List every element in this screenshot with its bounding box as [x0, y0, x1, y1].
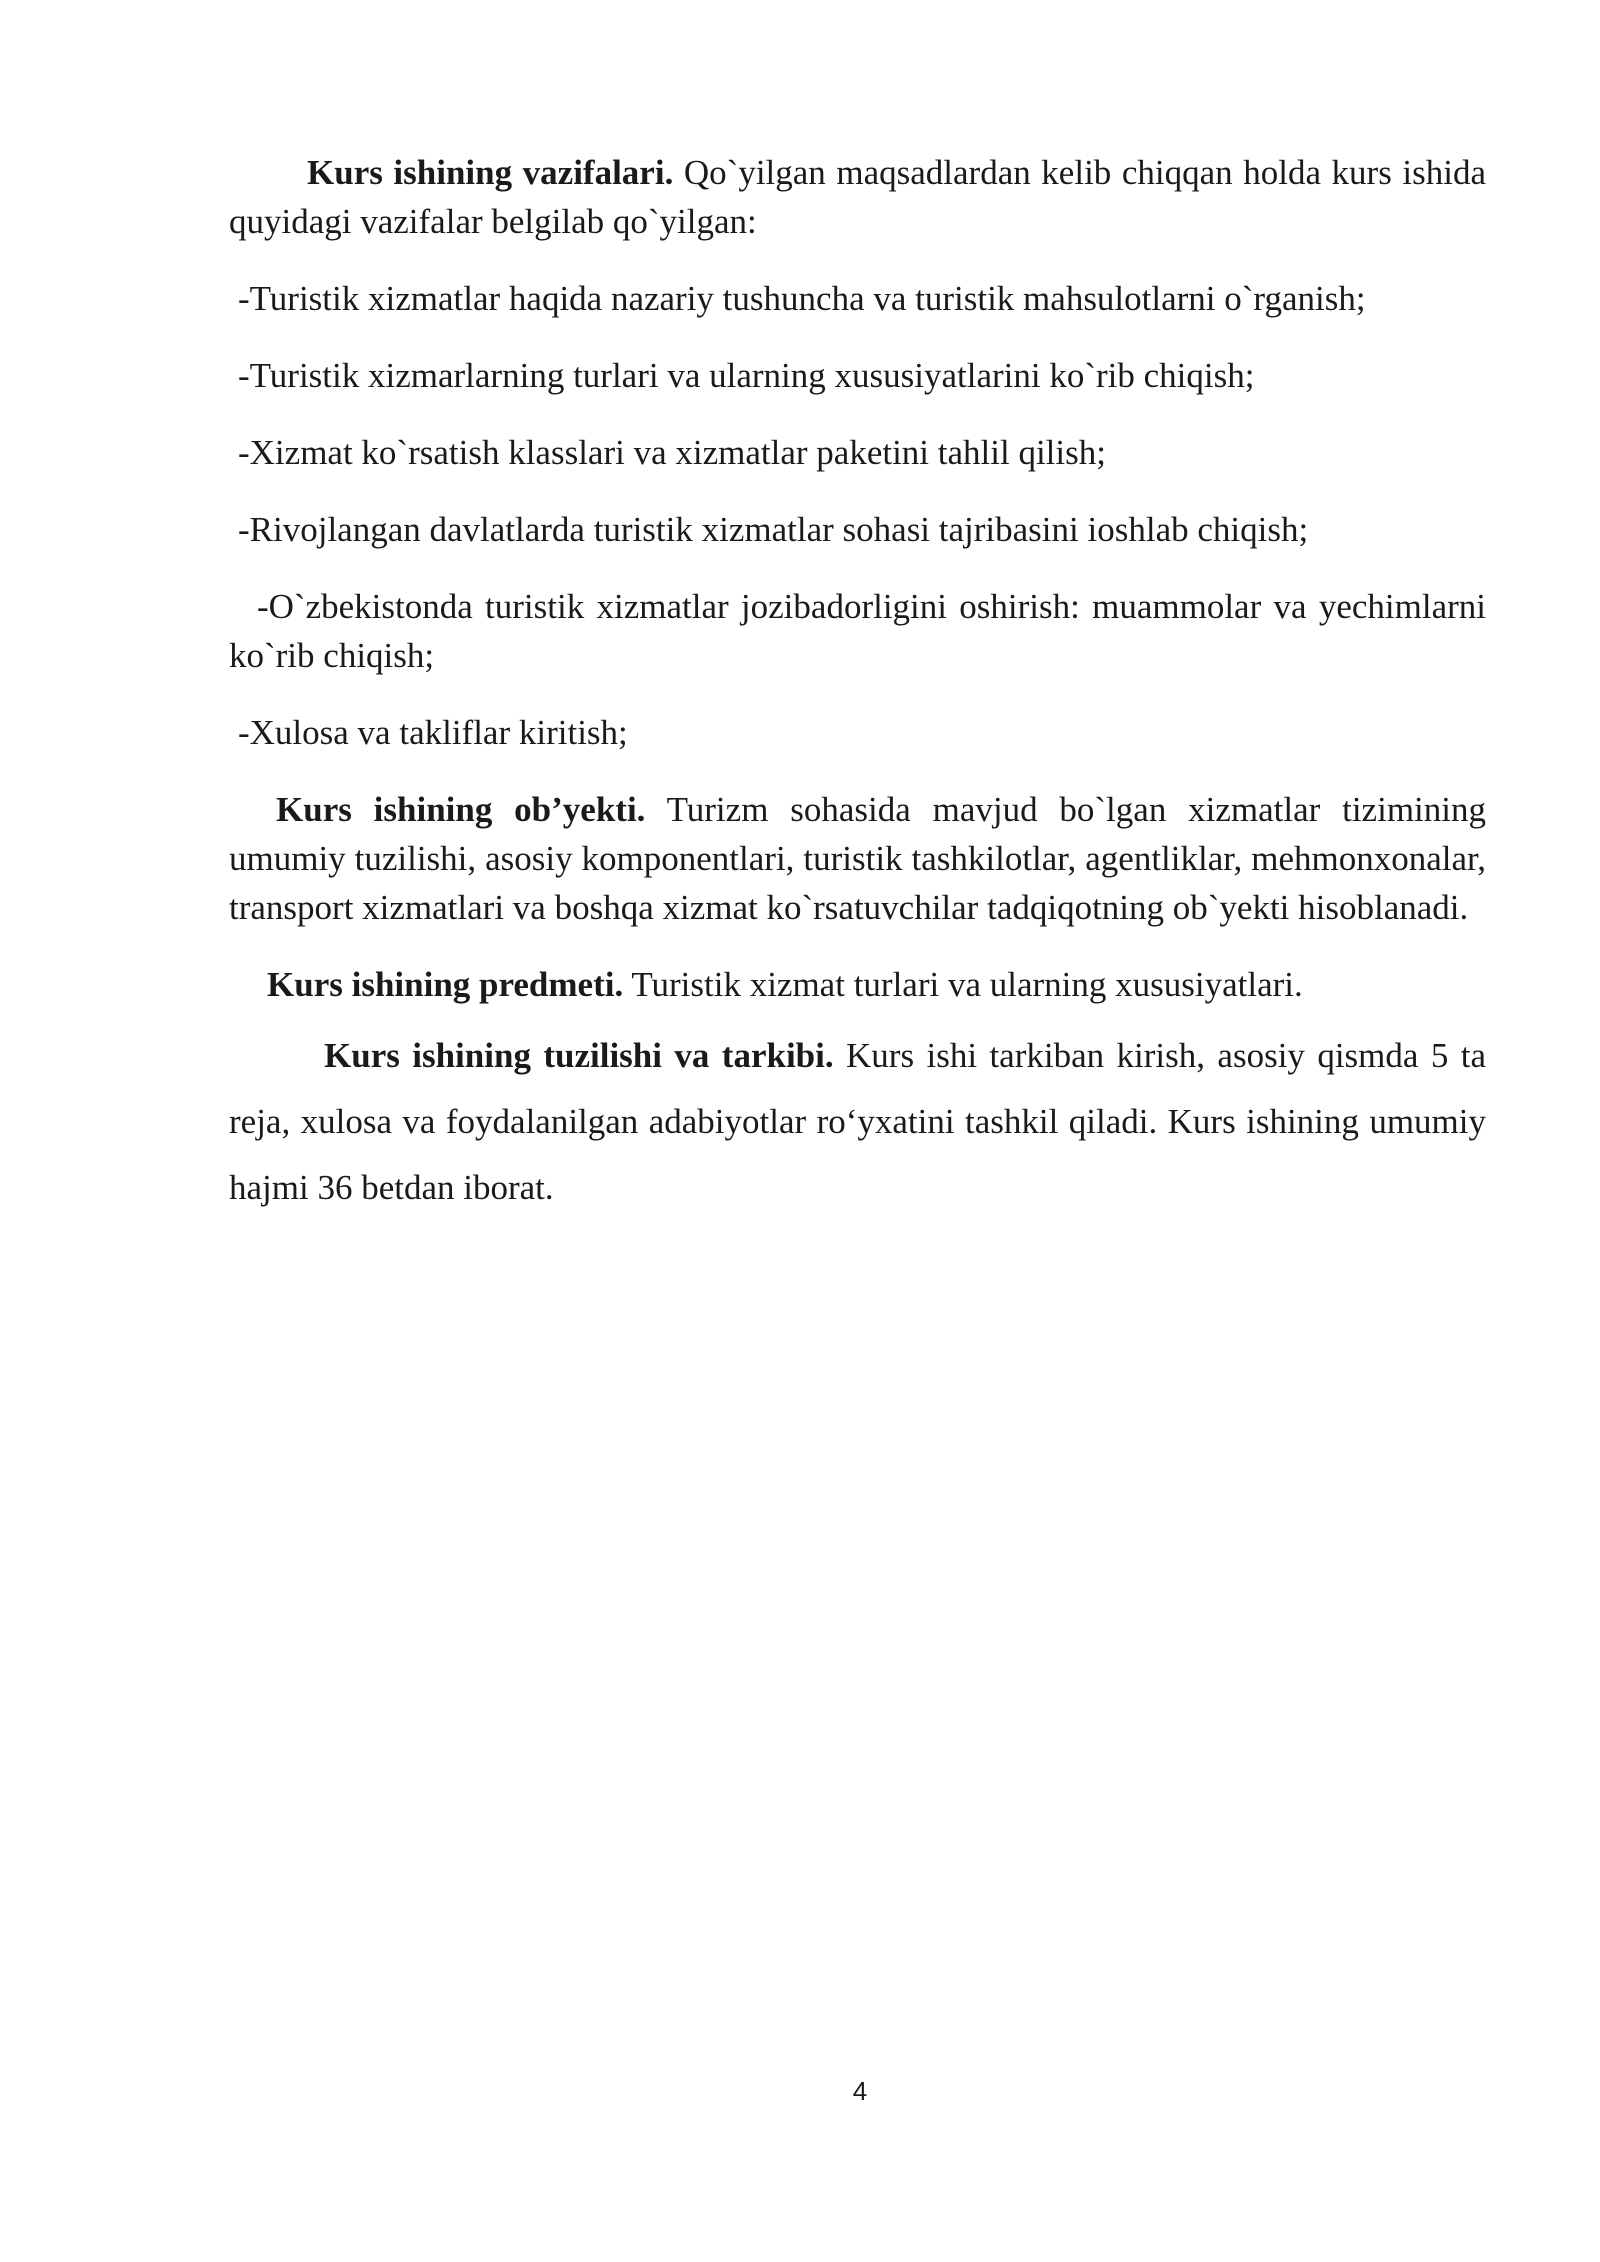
task-item-5: -O`zbekistonda turistik xizmatlar jozibadorligini oshirish: muammolar va yechimlarni ko`rib chiqish;	[229, 587, 1486, 675]
object-heading: Kurs ishining ob’yekti.	[276, 790, 646, 829]
task-item-2: -Turistik xizmarlarning turlari va ularning xususiyatlarini ko`rib chiqish;	[238, 356, 1255, 395]
tasks-paragraph	[229, 148, 1486, 246]
subject-paragraph	[229, 960, 1486, 1009]
task-item-4: -Rivojlangan davlatlarda turistik xizmatlar sohasi tajribasini ioshlab chiqish;	[238, 510, 1309, 549]
task-item-3: -Xizmat ko`rsatish klasslari va xizmatlar paketini tahlil qilish;	[238, 433, 1106, 472]
structure-heading: Kurs ishining tuzilishi va tarkibi.	[324, 1036, 834, 1075]
subject-text: Turistik xizmat turlari va ularning xususiyatlari.	[623, 965, 1303, 1004]
page-number: 4	[852, 2076, 868, 2106]
task-item-1: -Turistik xizmatlar haqida nazariy tushuncha va turistik mahsulotlarni o`rganish;	[238, 279, 1366, 318]
structure-paragraph	[229, 1023, 1486, 1221]
object-text: Turizm sohasida mavjud bo`lgan xizmatlar tizimining umumiy tuzilishi, asosiy komponentlari, turistik tashkilotlar, agentliklar, mehmonxonalar, transport xizmatlari va boshqa xizmat ko`rsatuvchilar tadqiqotning ob`yekti hisoblanadi.	[229, 790, 1486, 927]
page-body	[229, 148, 1486, 1221]
structure-text: Kurs ishi tarkiban kirish, asosiy qismda 5 ta reja, xulosa va foydalanilgan adabiyotlar ro‘yxatini tashkil qiladi. Kurs ishining umumiy hajmi 36 betdan iborat.	[229, 1036, 1486, 1207]
object-paragraph	[229, 785, 1486, 932]
tasks-text: Qo`yilgan maqsadlardan kelib chiqqan holda kurs ishida quyidagi vazifalar belgilab qo`yilgan:	[229, 153, 1486, 241]
tasks-heading: Kurs ishining vazifalari.	[307, 153, 674, 192]
subject-heading: Kurs ishining predmeti.	[267, 965, 624, 1004]
task-item-6: -Xulosa va takliflar kiritish;	[238, 713, 628, 752]
